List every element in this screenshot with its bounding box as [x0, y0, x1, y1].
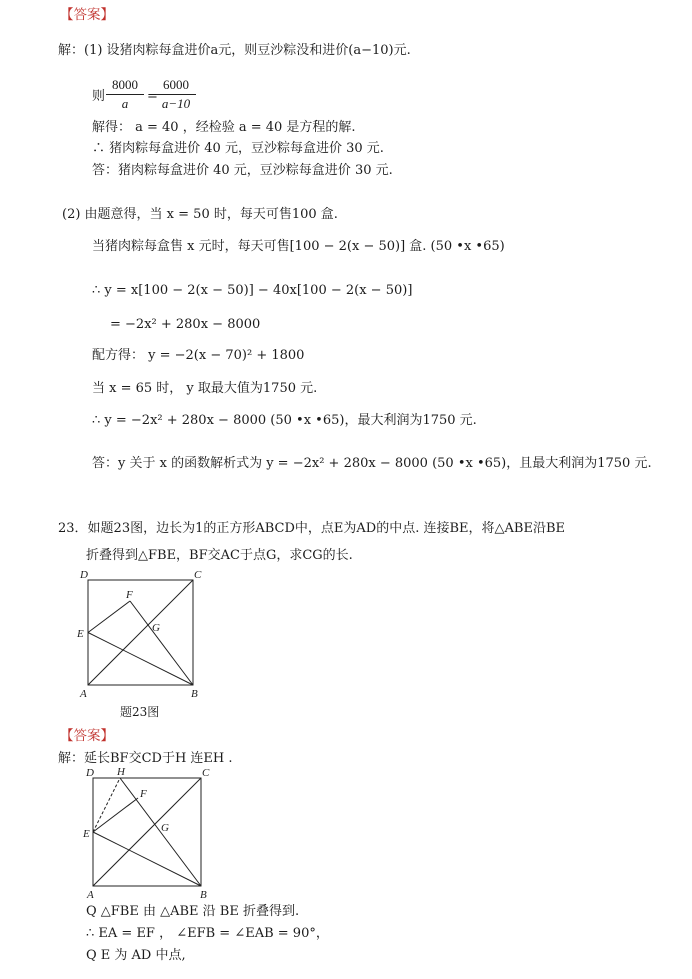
label-b: B: [200, 889, 207, 901]
solution-line: 解：延长BF交CD于H 连EH .: [58, 751, 233, 766]
label-f: F: [140, 788, 147, 800]
equation-prefix: 则: [92, 89, 106, 104]
label-c: C: [202, 767, 210, 779]
figure-23-solution: [78, 764, 218, 902]
label-e: E: [77, 628, 84, 640]
label-h: H: [117, 766, 125, 778]
answer-tag: 【答案】: [60, 7, 114, 23]
solution-line: 当 x = 65 时， y 取最大值为1750 元.: [92, 381, 318, 396]
label-c: C: [194, 569, 202, 581]
fraction-left: [106, 77, 144, 112]
solution-line: 解得： a = 40 ，经检验 a = 40 是方程的解.: [92, 120, 356, 135]
label-d: D: [86, 767, 94, 779]
solution-line: 解：(1) 设猪肉粽每盒进价a元，则豆沙粽没和进价(a−10)元.: [58, 43, 411, 58]
segment-fb: [130, 601, 193, 685]
final-answer-line: 答：y 关于 x 的函数解析式为 y = −2x² + 280x − 8000 (50 •x •65)，且最大利润为1750 元.: [92, 456, 652, 471]
solution-line: 当猪肉粽每盒售 x 元时，每天可售[100 − 2(x − 50)] 盒. (50 •x •65): [92, 239, 505, 254]
figure-23: [70, 568, 210, 703]
dashed-segment-eh: [93, 778, 120, 832]
solution-line: (2) 由题意得，当 x = 50 时，每天可售100 盒.: [62, 207, 338, 222]
fraction-bar: [156, 94, 196, 95]
solution-line: = −2x² + 280x − 8000: [110, 317, 261, 332]
fraction-denominator: a: [121, 96, 129, 111]
label-e: E: [83, 828, 90, 840]
fraction-bar: [106, 94, 144, 95]
fraction-numerator: 6000: [163, 77, 189, 92]
label-a: A: [80, 688, 87, 700]
figure-caption: 题23图: [120, 705, 160, 719]
fraction-denominator: a−10: [161, 96, 191, 111]
solution-line: ∴ y = −2x² + 280x − 8000 (50 •x •65)，最大利润为1750 元.: [92, 413, 477, 428]
diagonal-ac: [93, 778, 201, 886]
answer-tag: 【答案】: [60, 728, 114, 744]
label-d: D: [80, 569, 88, 581]
label-a: A: [87, 889, 94, 901]
equals-sign: =: [147, 89, 158, 104]
question-23-line: 折叠得到△FBE，BF交AC于点G，求CG的长.: [86, 548, 353, 563]
segment-eb: [93, 832, 201, 886]
segment-ef: [93, 798, 138, 832]
solution-line: 答：猪肉粽每盒进价 40 元，豆沙粽每盒进价 30 元.: [92, 163, 393, 178]
solution-line: ∴ y = x[100 − 2(x − 50)] − 40x[100 − 2(x − 50)]: [92, 283, 413, 298]
question-23-line: 23．如题23图，边长为1的正方形ABCD中，点E为AD的中点. 连接BE，将△ABE沿BE: [58, 521, 565, 536]
diagonal-ac: [88, 580, 193, 685]
solution-line: Q E 为 AD 中点,: [86, 948, 186, 963]
label-f: F: [126, 589, 133, 601]
solution-line: ∴ 猪肉粽每盒进价 40 元，豆沙粽每盒进价 30 元.: [92, 141, 384, 156]
label-b: B: [191, 688, 198, 700]
fraction-numerator: 8000: [112, 77, 138, 92]
solution-line: 配方得： y = −2(x − 70)² + 1800: [92, 348, 305, 363]
label-g: G: [161, 822, 169, 834]
label-g: G: [152, 622, 160, 634]
solution-line: ∴ EA = EF ， ∠EFB = ∠EAB = 90°，: [86, 926, 329, 941]
segment-ef: [88, 601, 130, 633]
solution-line: Q △FBE 由 △ABE 沿 BE 折叠得到.: [86, 904, 300, 919]
fraction-right: [156, 77, 196, 112]
segment-eb: [88, 633, 193, 686]
